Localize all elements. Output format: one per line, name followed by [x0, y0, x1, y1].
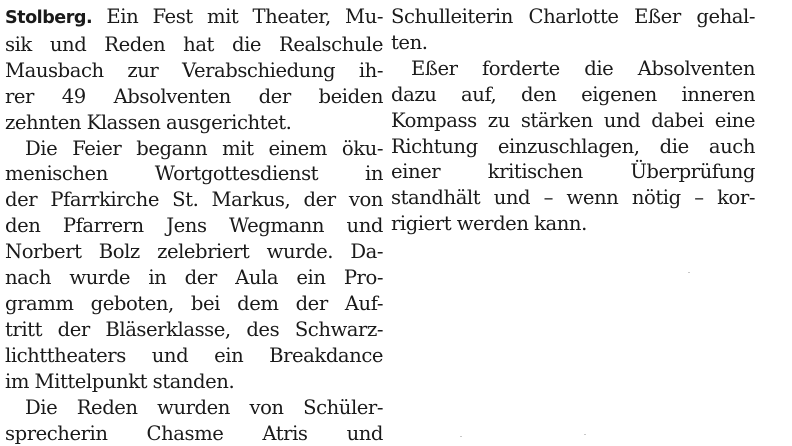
article-line: Mausbach zur Verabschiedung ih-	[5, 58, 383, 82]
dateline-line-text: Ein Fest mit Theater, Mu-	[92, 5, 383, 28]
article-line: der Pfarrkirche St. Markus, der von	[5, 188, 383, 212]
article-line: dazu auf, den eigenen inneren	[391, 82, 755, 106]
scan-speck	[460, 436, 462, 437]
article-line: gramm geboten, bei dem der Auf-	[5, 291, 383, 315]
scan-speck	[688, 272, 690, 273]
article-line: Eßer forderte die Absolventen	[411, 56, 755, 80]
article-line: sprecherin Chasme Atris und	[5, 421, 383, 445]
article-line: ten.	[391, 30, 428, 54]
article-line: Richtung einzuschlagen, die auch	[391, 134, 755, 158]
article-column-left	[5, 4, 383, 446]
article-line: einer kritischen Überprüfung	[391, 160, 755, 184]
article-line: Norbert Bolz zelebriert wurde. Da-	[5, 240, 383, 264]
article-line: lichttheaters und ein Breakdance	[5, 343, 383, 367]
article-line: den Pfarrern Jens Wegmann und	[5, 214, 383, 238]
article-line: Kompass zu stärken und dabei eine	[391, 108, 755, 132]
scan-speck	[584, 434, 586, 435]
article-line: sik und Reden hat die Realschule	[5, 32, 383, 56]
dateline: Stolberg.	[5, 8, 93, 28]
article-line: standhält und – wenn nötig – kor-	[391, 186, 755, 210]
article-line: tritt der Bläserklasse, des Schwarz-	[5, 317, 383, 341]
article-line: Schulleiterin Charlotte Eßer gehal-	[391, 5, 755, 28]
article-line: rigiert werden kann.	[391, 212, 587, 236]
article-line: Die Reden wurden von Schüler-	[25, 395, 383, 419]
article-column-right	[391, 4, 755, 237]
article-line: rer 49 Absolventen der beiden	[5, 84, 383, 108]
article-line: nach wurde in der Aula ein Pro-	[5, 266, 383, 290]
article-line: im Mittelpunkt standen.	[5, 369, 235, 393]
article-line	[5, 4, 383, 32]
article-line: zehnten Klassen ausgerichtet.	[5, 110, 292, 134]
article-line: menischen Wortgottesdienst in	[5, 162, 383, 186]
article-line: Die Feier begann mit einem öku-	[25, 136, 383, 160]
